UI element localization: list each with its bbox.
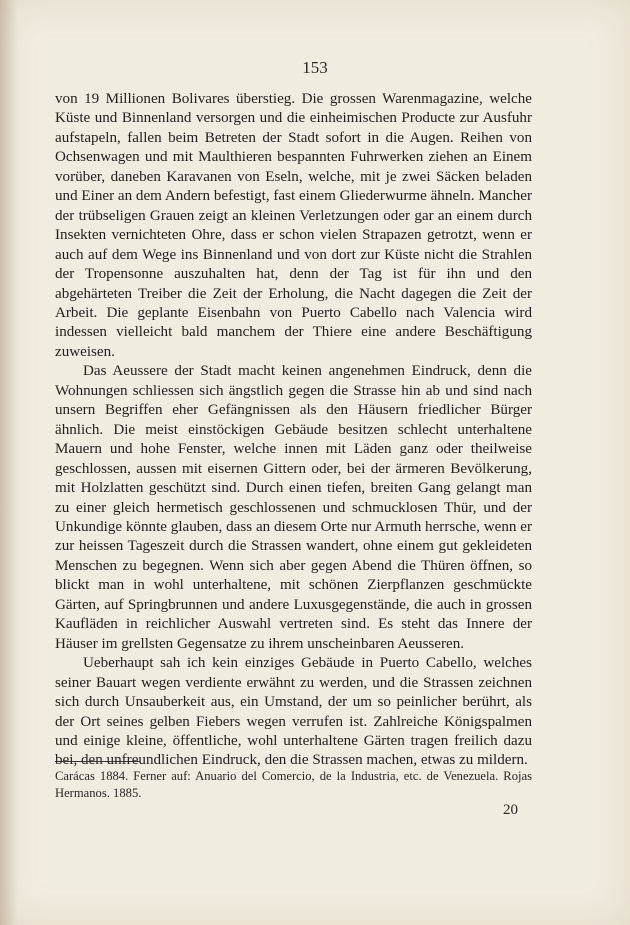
paragraph: Das Aeussere der Stadt macht keinen angenehmen Eindruck, denn die Wohnungen schliessen sich ängstlich gegen die Strasse hin ab und sind nach unsern Begriffen eher Gefängnissen als den Häusern friedlicher Bürger ähnlich. Die meist einstöckigen Gebäude besitzen schlecht unterhaltene Mauern und hohe Fenster, welche innen mit Läden ganz oder theilweise geschlossen, aussen mit eisernen Gittern oder, bei der ärmeren Bevölkerung, mit Holzlatten geschützt sind. Durch einen tiefen, breiten Gang gelangt man zu einer gleich hermetisch geschlossenen und schmucklosen Thür, und der Unkundige könnte glauben, dass an diesem Orte nur Armuth herrsche, wenn er zur heissen Tageszeit durch die Strassen wandert, ohne einem gut gekleideten Menschen zu begegnen. Wenn sich aber gegen Abend die Thüren öffnen, so blickt man in wohl unterhaltene, mit schönen Zierpflanzen geschmückte Gärten, auf Springbrunnen und andere Luxusgegenstände, die auch in grossen Kaufläden in reichlicher Auswahl vertreten sind. Es steht das Innere der Häuser im grellsten Gegensatze zu ihrem unscheinbaren Aeusseren. xyxy=(55,363,532,652)
paragraph: Ueberhaupt sah ich kein einziges Gebäude in Puerto Cabello, welches seiner Bauart wegen verdiente erwähnt zu werden, und die Strassen zeichnen sich durch Unsauberkeit aus, ein Umstand, der um so peinlicher berührt, als der Ort seines gelben Fiebers wegen verrufen ist. Zahlreiche Königspalmen und einige kleine, öffentliche, wohl unterhaltene Gärten tragen freilich dazu bei, den unfreundlichen Eindruck, den die Strassen machen, etwas zu mildern. xyxy=(55,655,532,769)
page-number: 153 xyxy=(302,58,328,77)
body-text xyxy=(55,90,532,771)
page-gutter-shadow xyxy=(0,0,18,925)
footnote-divider xyxy=(55,761,140,762)
footnote: Carácas 1884. Ferner auf: Anuario del Comercio, de la Industria, etc. de Venezuela. Rojas Hermanos. 1885. xyxy=(55,769,532,800)
paragraph: von 19 Millionen Bolivares überstieg. Die grossen Warenmagazine, welche Küste und Binnenland versorgen und die einheimischen Producte zur Ausfuhr aufstapeln, fallen beim Betreten der Stadt sofort in die Augen. Reihen von Ochsenwagen und mit Maulthieren bespannten Fuhrwerken ziehen an Einem vorüber, daneben Karavanen von Eseln, welche, mit je zwei Säcken beladen und Einer an dem Andern befestigt, fast einem Gliederwurme ähneln. Mancher der trübseligen Grauen zeigt an kleinen Verletzungen oder gar an einem durch Insekten vernichteten Ohre, dass er schon vielen Strapazen getrotzt, wenn er auch auf dem Wege ins Binnenland und von dort zur Küste nicht die Strahlen der Tropensonne auszuhalten hat, denn der Tag ist für ihn und den abgehärteten Treiber die Zeit der Erholung, die Nacht dagegen die Zeit der Arbeit. Die geplante Eisenbahn von Puerto Cabello nach Valencia wird indessen vielleicht bald manchem der Thiere eine andere Beschäftigung zuweisen. xyxy=(55,91,532,360)
signature-mark: 20 xyxy=(503,802,518,818)
